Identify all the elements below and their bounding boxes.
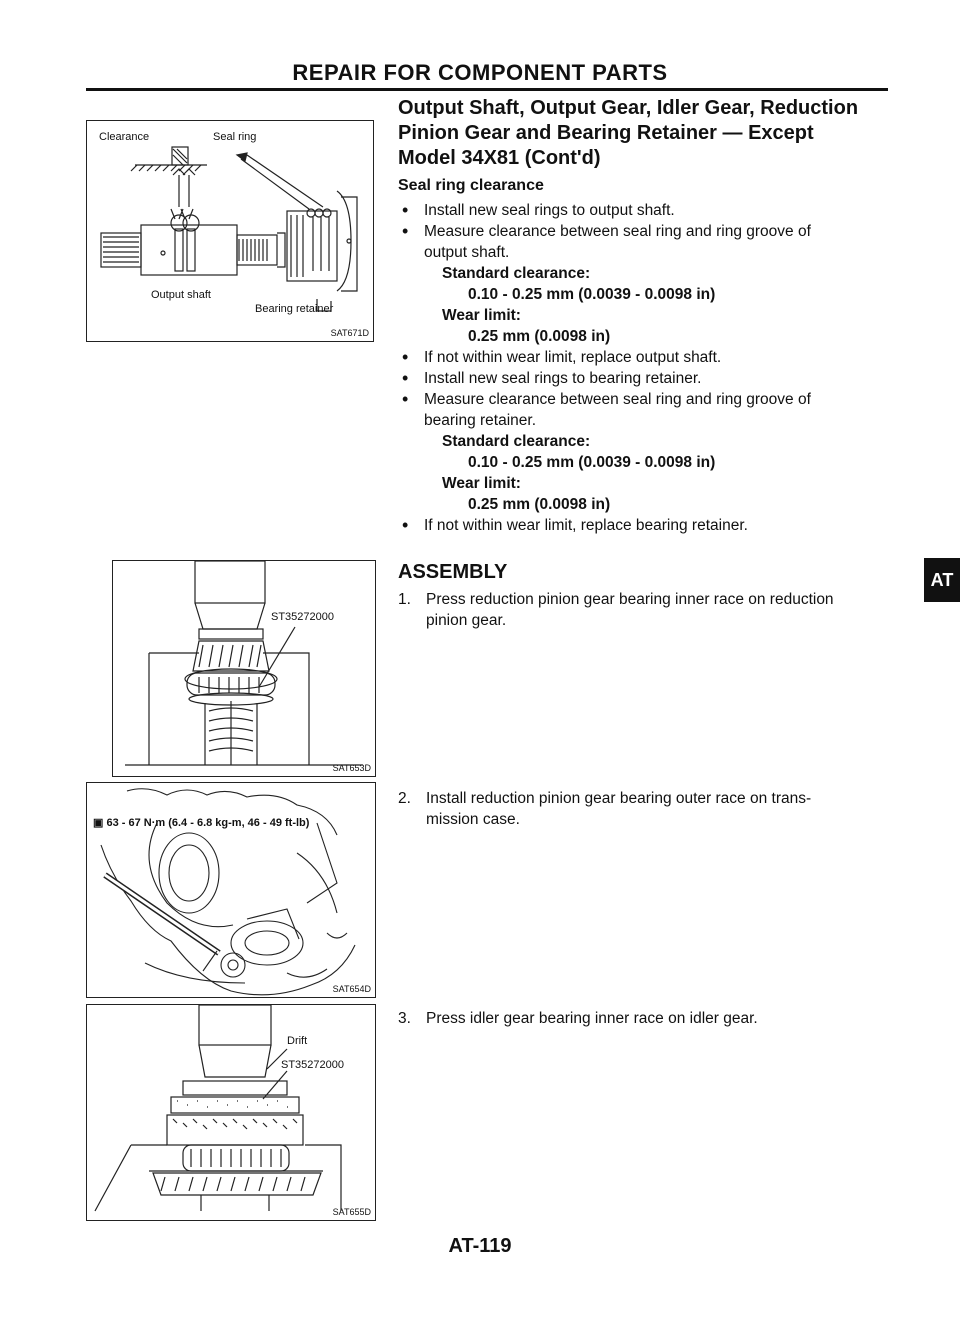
spec-label: Standard clearance:	[442, 433, 591, 450]
figure-code: SAT655D	[332, 1207, 371, 1217]
figure-press-pinion-inner-race	[112, 560, 376, 777]
section-title-line2: Pinion Gear and Bearing Retainer — Except	[398, 122, 814, 144]
assembly-step-2	[398, 788, 898, 830]
figure-seal-ring-clearance	[86, 120, 374, 342]
bullet-continuation: bearing retainer.	[424, 412, 537, 429]
figure-code: SAT654D	[332, 984, 371, 994]
step-text: Press idler gear bearing inner race on idler gear.	[426, 1010, 758, 1027]
section-title-line1: Output Shaft, Output Gear, Idler Gear, Reduction	[398, 97, 859, 119]
assembly-step	[398, 788, 898, 830]
bullet-item: • Install new seal rings to bearing retainer.	[398, 368, 898, 389]
spec-value: 0.10 - 0.25 mm (0.0039 - 0.0098 in)	[468, 454, 716, 471]
figure-code: SAT671D	[330, 328, 369, 338]
header-title: REPAIR FOR COMPONENT PARTS	[292, 60, 668, 85]
subheading: Seal ring clearance	[398, 177, 544, 194]
section-title-line3: Model 34X81 (Cont'd)	[398, 147, 601, 169]
tool-number-label: ST35272000	[271, 611, 334, 623]
torque-wrench-icon: ▣	[93, 817, 104, 829]
spec-label: Wear limit:	[442, 475, 521, 492]
assembly-section	[398, 560, 898, 631]
spec-label: Standard clearance:	[442, 265, 591, 282]
figure-press-idler-inner-race	[86, 1004, 376, 1221]
assembly-step	[398, 589, 898, 631]
spec-value: 0.25 mm (0.0098 in)	[468, 496, 611, 513]
press-idler-diagram	[87, 1005, 375, 1220]
section-tab-at[interactable]: AT	[924, 558, 960, 602]
step-number: 3.	[398, 1010, 411, 1027]
output-shaft-label: Output shaft	[151, 289, 211, 301]
step-text: Press reduction pinion gear bearing inner race on reduction	[426, 591, 834, 608]
assembly-title: ASSEMBLY	[398, 561, 508, 583]
bullet-item: • If not within wear limit, replace output shaft.	[398, 347, 898, 368]
step-text: mission case.	[426, 811, 520, 828]
press-pinion-diagram	[113, 561, 375, 776]
bullet-continuation: output shaft.	[424, 244, 510, 261]
bullet-item: • If not within wear limit, replace bearing retainer.	[398, 515, 898, 536]
assembly-step	[398, 1008, 898, 1029]
clearance-label: Clearance	[99, 131, 150, 143]
page-number: AT-119	[448, 1235, 512, 1257]
header-rule	[86, 88, 888, 91]
seal-ring-section	[398, 96, 898, 536]
spec-value: 0.25 mm (0.0098 in)	[468, 328, 611, 345]
step-number: 2.	[398, 790, 411, 807]
drift-label: Drift	[287, 1035, 308, 1047]
step-number: 1.	[398, 591, 411, 608]
bearing-retainer-label: Bearing retainer	[255, 303, 334, 315]
spec-value: 0.10 - 0.25 mm (0.0039 - 0.0098 in)	[468, 286, 716, 303]
bullet-item: • Measure clearance between seal ring and ring groove of	[398, 389, 898, 410]
step-text: Install reduction pinion gear bearing outer race on trans-	[426, 790, 812, 807]
assembly-step-3	[398, 1008, 898, 1029]
figure-install-outer-race	[86, 782, 376, 998]
step-text: pinion gear.	[426, 612, 507, 629]
figure-code: SAT653D	[332, 763, 371, 773]
bullet-item: • Install new seal rings to output shaft.	[398, 200, 898, 221]
tool-number-label: ST35272000	[281, 1059, 344, 1071]
torque-spec-label: ▣ 63 - 67 N·m (6.4 - 6.8 kg-m, 46 - 49 ft-lb)	[93, 817, 310, 829]
bullet-item: • Measure clearance between seal ring and ring groove of	[398, 221, 898, 242]
seal-ring-label: Seal ring	[213, 131, 257, 143]
spec-label: Wear limit:	[442, 307, 521, 324]
